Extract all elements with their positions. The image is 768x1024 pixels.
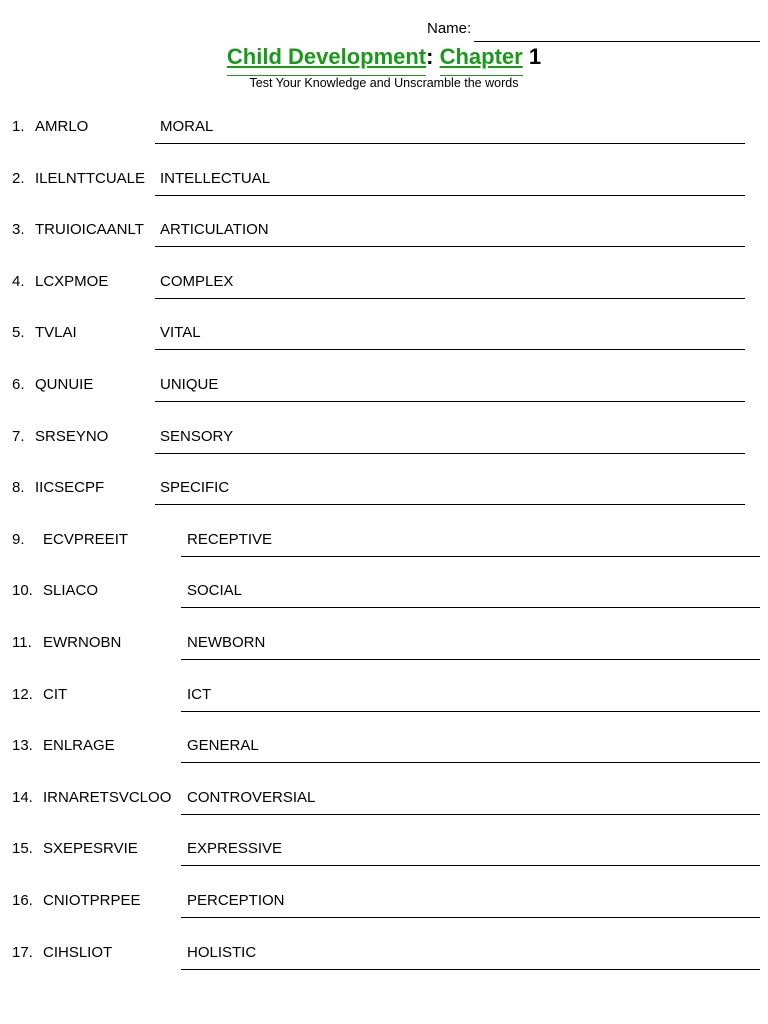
scrambled-word: TVLAI [35, 324, 77, 342]
answer-line [155, 298, 745, 299]
list-item [0, 118, 768, 170]
item-number: 14. [12, 788, 33, 806]
item-number: 1. [12, 118, 25, 135]
answer-text[interactable]: EXPRESSIVE [187, 840, 283, 858]
answer-line [155, 401, 745, 402]
answer-line [181, 556, 760, 557]
list-item [0, 944, 768, 996]
list-item [0, 531, 768, 583]
answer-text[interactable]: COMPLEX [160, 272, 234, 290]
answer-line [181, 762, 760, 763]
page-title [0, 43, 768, 71]
item-number: 16. [12, 892, 33, 909]
scrambled-word: CNIOTPRPEE [43, 892, 141, 909]
item-number: 5. [12, 324, 25, 342]
list-item [0, 324, 768, 376]
answer-text[interactable]: GENERAL [187, 737, 259, 755]
item-number: 7. [12, 427, 25, 445]
answer-line [181, 865, 760, 866]
scrambled-word: AMRLO [35, 118, 89, 135]
item-number: 9. [12, 530, 25, 548]
scrambled-word: SLIACO [43, 582, 99, 600]
item-number: 6. [12, 376, 25, 393]
scrambled-word: CIHSLIOT [43, 943, 113, 961]
title-subject: Child Development [226, 44, 427, 69]
answer-text[interactable]: ARTICULATION [160, 221, 269, 239]
list-item [0, 789, 768, 841]
title-chapter-word: Chapter [439, 44, 523, 69]
answer-line [181, 607, 760, 608]
answer-text[interactable]: ICT [187, 685, 212, 703]
answer-line [155, 143, 745, 144]
item-number: 15. [12, 840, 33, 858]
title-colon: : [426, 44, 434, 69]
list-item [0, 221, 768, 273]
page-subtitle: Test Your Knowledge and Unscramble the words [249, 76, 519, 90]
answer-line [155, 246, 745, 247]
answer-line [155, 349, 745, 350]
title-chapter-number: 1 [528, 44, 542, 69]
answer-text[interactable]: PERCEPTION [187, 892, 285, 909]
answer-line [181, 917, 760, 918]
answer-text[interactable]: VITAL [160, 324, 201, 342]
answer-line [181, 711, 760, 712]
item-number: 17. [12, 943, 33, 961]
list-item [0, 170, 768, 222]
answer-text[interactable]: MORAL [160, 118, 214, 135]
item-number: 10. [12, 582, 33, 600]
answer-line [181, 659, 760, 660]
scrambled-word: SXEPESRVIE [43, 840, 138, 858]
scrambled-word: IRNARETSVCLOO [43, 788, 172, 806]
list-item [0, 737, 768, 789]
scrambled-word: IICSECPF [35, 479, 105, 497]
answer-text[interactable]: SENSORY [160, 427, 234, 445]
answer-text[interactable]: RECEPTIVE [187, 530, 273, 548]
list-item [0, 840, 768, 892]
answer-line [155, 195, 745, 196]
answer-text[interactable]: NEWBORN [187, 634, 266, 651]
scrambled-word: SRSEYNO [35, 427, 109, 445]
answer-text[interactable]: UNIQUE [160, 376, 219, 393]
name-label: Name: [427, 20, 472, 37]
list-item [0, 428, 768, 480]
item-number: 12. [12, 685, 33, 703]
list-item [0, 892, 768, 944]
item-number: 2. [12, 169, 25, 187]
list-item [0, 273, 768, 325]
scrambled-word: QUNUIE [35, 376, 94, 393]
scrambled-word: CIT [43, 685, 68, 703]
name-blank-line [474, 41, 760, 42]
list-item [0, 479, 768, 531]
answer-text[interactable]: CONTROVERSIAL [187, 788, 316, 806]
item-number: 13. [12, 737, 33, 755]
answer-text[interactable]: INTELLECTUAL [160, 169, 271, 187]
item-number: 3. [12, 221, 25, 239]
scrambled-word: EWRNOBN [43, 634, 122, 651]
list-item [0, 634, 768, 686]
scrambled-word: ILELNTTCUALE [35, 169, 146, 187]
answer-line [155, 453, 745, 454]
list-item [0, 582, 768, 634]
list-item [0, 686, 768, 738]
scrambled-word: ECVPREEIT [43, 530, 129, 548]
list-item [0, 376, 768, 428]
answer-text[interactable]: SPECIFIC [160, 479, 230, 497]
item-number: 4. [12, 272, 25, 290]
scrambled-word: ENLRAGE [43, 737, 115, 755]
answer-line [181, 969, 760, 970]
item-number: 8. [12, 479, 25, 497]
item-number: 11. [12, 634, 32, 651]
scrambled-word: LCXPMOE [35, 272, 109, 290]
answer-text[interactable]: HOLISTIC [187, 943, 257, 961]
scrambled-word: TRUIOICAANLT [35, 221, 144, 239]
answer-text[interactable]: SOCIAL [187, 582, 243, 600]
answer-line [155, 504, 745, 505]
answer-line [181, 814, 760, 815]
